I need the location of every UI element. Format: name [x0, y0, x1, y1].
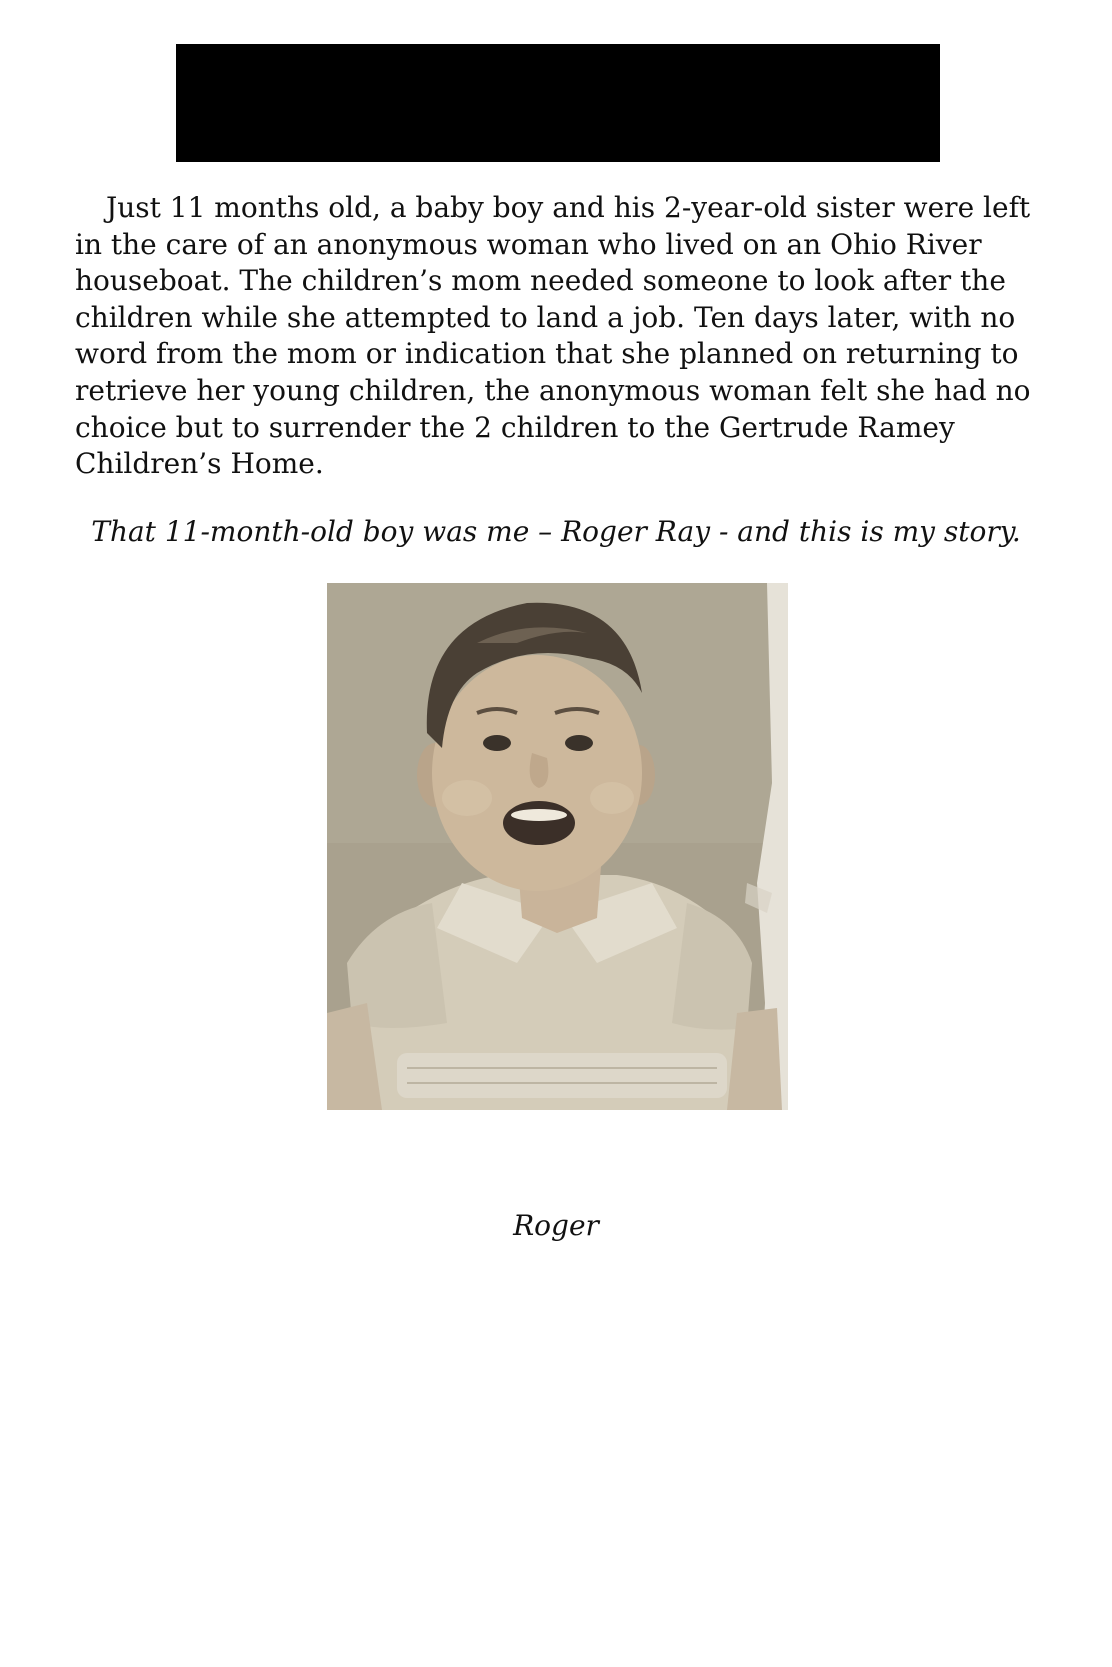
photo-caption: Roger — [513, 1209, 599, 1242]
child-portrait-photo — [327, 583, 788, 1110]
child-portrait-illustration — [327, 583, 788, 1110]
tagline: That 11-month-old boy was me – Roger Ray - and this is my story. — [91, 515, 1021, 548]
redaction-bar — [176, 44, 940, 162]
body-paragraph: Just 11 months old, a baby boy and his 2-year-old sister were left in the care of an anonymous woman who lived on an Ohio River houseboat. The children’s mom needed someone to look after the children while she attempted to land a job. Ten days later, with no word from the mom or indication that she planned on returning to retrieve her young children, the anonymous woman felt she had no choice but to surrender the 2 children to the Gertrude Ramey Children’s Home. — [75, 191, 1031, 481]
